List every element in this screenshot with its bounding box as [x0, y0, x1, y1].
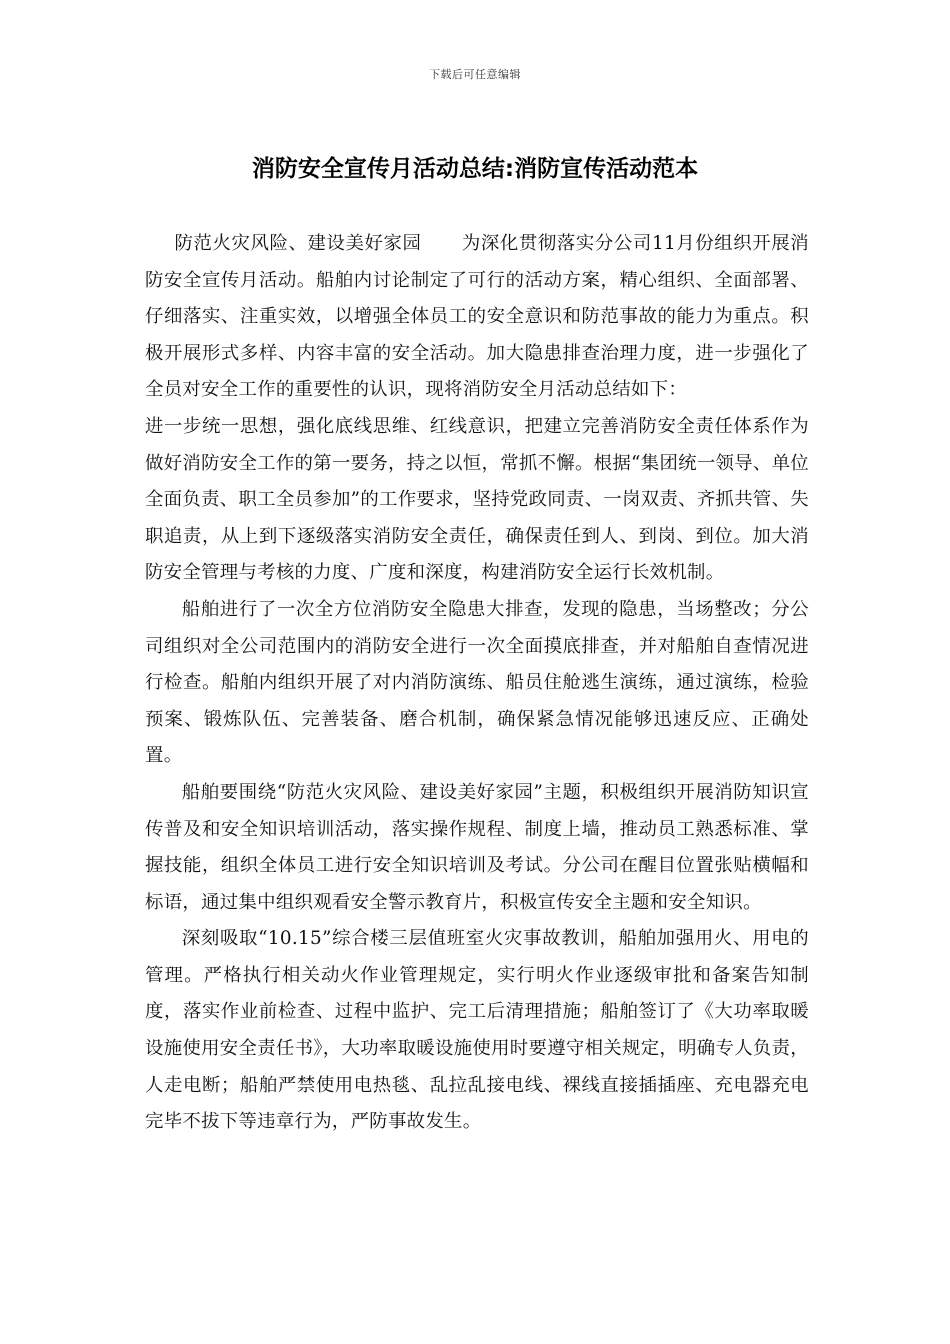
paragraph-inspection: 船舶进行了一次全方位消防安全隐患大排查，发现的隐患，当场整改；分公司组织对全公司范围内的消防安全进行一次全面摸底排查，并对船舶自查情况进行检查。船舶内组织开展了对内消防演练、船员住舱逃生演练，通过演练，检验预案、锻炼队伍、完善装备、磨合机制，确保紧急情况能够迅速反应、正确处置。: [145, 598, 809, 767]
page-title: 消防安全宣传月活动总结:消防宣传活动范本: [251, 156, 699, 182]
paragraph-publicity: 船舶要围绕“防范火灾风险、建设美好家园”主题，积极组织开展消防知识宣传普及和安全知识培训活动，落实操作规程、制度上墙，推动员工熟悉标准、掌握技能，组织全体员工进行安全知识培训及考试。分公司在醒目位置张贴横幅和标语，通过集中组织观看安全警示教育片，积极宣传安全主题和安全知识。: [145, 781, 809, 913]
document-body: [145, 226, 809, 1141]
paragraph-fire-lessons: 深刻吸取“10.15”综合楼三层值班室火灾事故教训，船舶加强用火、用电的管理。严格执行相关动火作业管理规定，实行明火作业逐级审批和备案告知制度，落实作业前检查、过程中监护、完工后清理措施；船舶签订了《大功率取暖设施使用安全责任书》，大功率取暖设施使用时要遵守相关规定，明确专人负责，人走电断；船舶严禁使用电热毯、乱拉乱接电线、裸线直接插插座、充电器充电完毕不拔下等违章行为，严防事故发生。: [145, 928, 809, 1133]
paragraph-responsibility: 进一步统一思想，强化底线思维、红线意识，把建立完善消防安全责任体系作为做好消防安全工作的第一要务，持之以恒，常抓不懈。根据“集团统一领导、单位全面负责、职工全员参加”的工作要求，坚持党政同责、一岗双责、齐抓共管、失职追责，从上到下逐级落实消防安全责任，确保责任到人、到岗、到位。加大消防安全管理与考核的力度、广度和深度，构建消防安全运行长效机制。: [145, 415, 809, 584]
intro-body: 为深化贯彻落实分公司11月份组织开展消防安全宣传月活动。船舶内讨论制定了可行的活动方案，精心组织、全面部署、仔细落实、注重实效，以增强全体员工的安全意识和防范事故的能力为重点。积极开展形式多样、内容丰富的安全活动。加大隐患排查治理力度，进一步强化了全员对安全工作的重要性的认识，现将消防安全月活动总结如下：: [145, 233, 809, 401]
paragraph-intro: [145, 226, 809, 409]
intro-theme: 防范火灾风险、建设美好家园: [174, 233, 422, 254]
header-note: 下载后可任意编辑: [429, 68, 521, 81]
